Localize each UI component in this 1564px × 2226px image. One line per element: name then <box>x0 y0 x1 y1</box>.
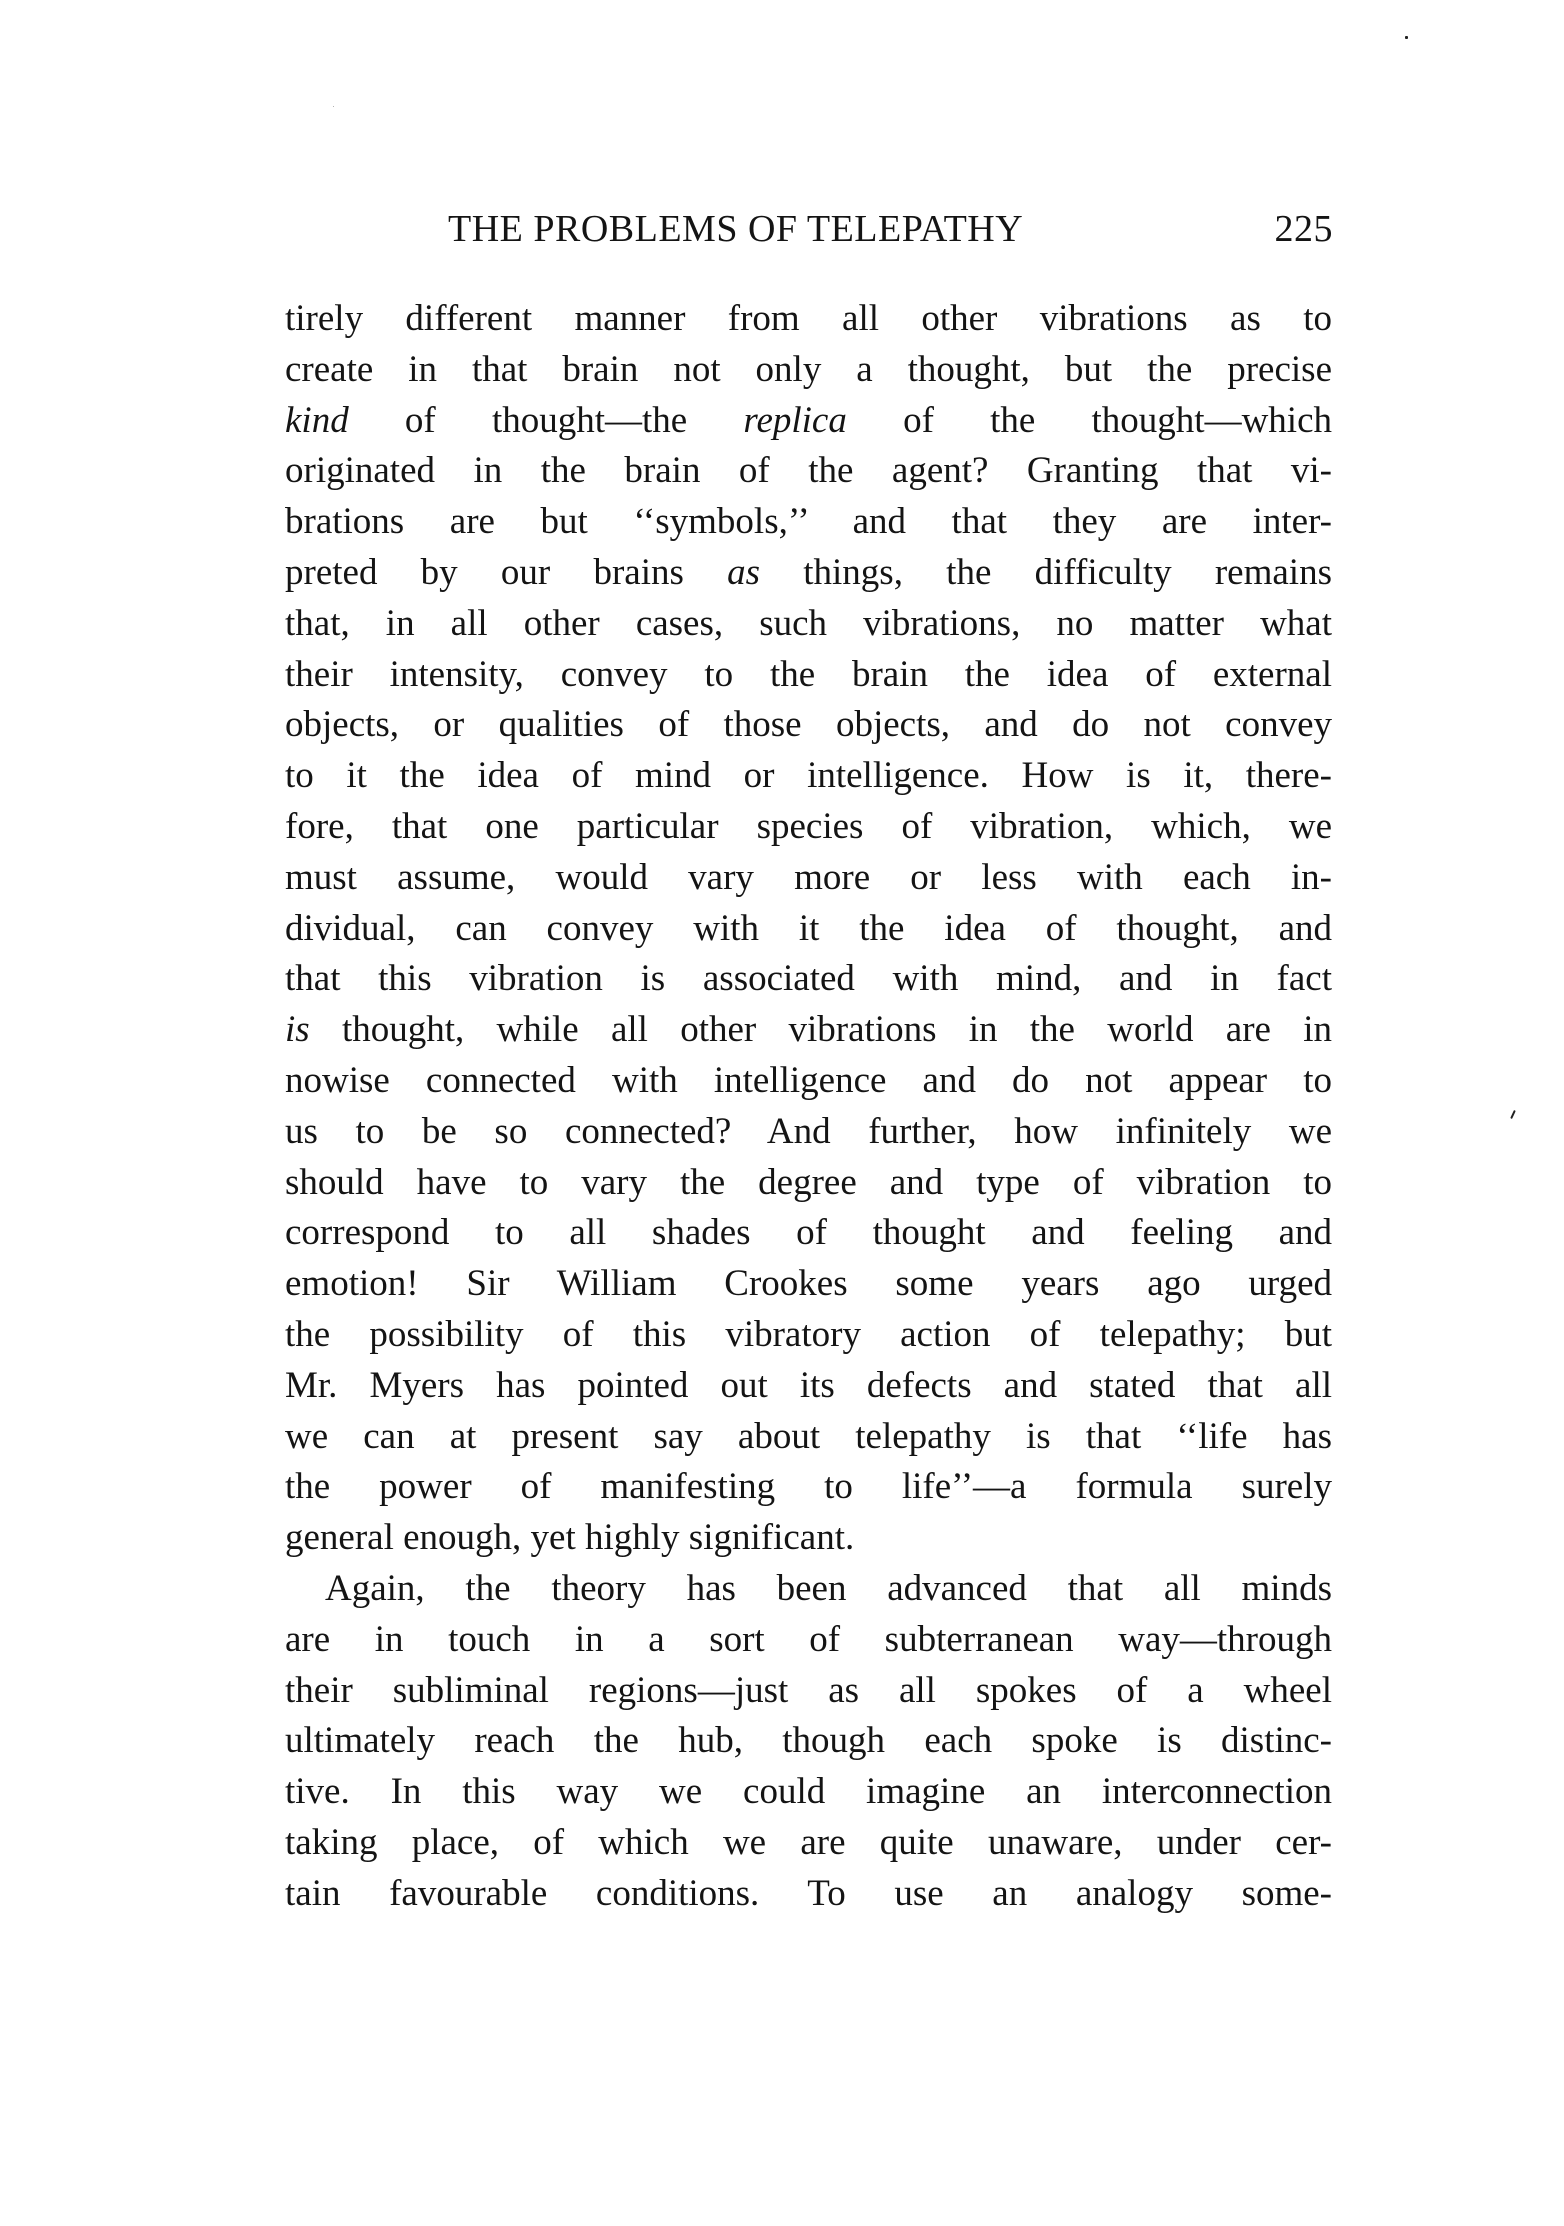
text-run: objects, or qualities of those objects, and do not convey <box>285 704 1332 746</box>
text-run: must assume, would vary more or less with each in- <box>285 856 1332 898</box>
text-run: things, the difficulty remains <box>760 551 1332 593</box>
text-line <box>285 1462 1332 1513</box>
text-line <box>285 802 1332 853</box>
text-run: tain favourable conditions. To use an analogy some- <box>285 1872 1332 1914</box>
italic-emphasis: replica <box>743 399 847 441</box>
text-run: emotion! Sir William Crookes some years ago urged <box>285 1263 1332 1305</box>
text-line <box>285 1666 1332 1717</box>
text-run: should have to vary the degree and type of vibration to <box>285 1161 1332 1203</box>
text-line <box>285 548 1332 599</box>
text-line <box>285 700 1332 751</box>
body-text <box>285 294 1332 1920</box>
paragraph <box>285 294 1332 1564</box>
text-run: dividual, can convey with it the idea of thought, and <box>285 907 1332 949</box>
text-run: general enough, yet highly significant. <box>285 1517 855 1559</box>
text-line <box>285 853 1332 904</box>
paragraph <box>285 1564 1332 1920</box>
page-number: 225 <box>1274 208 1333 250</box>
text-run: to it the idea of mind or intelligence. How is it, there- <box>285 755 1332 797</box>
text-run: their subliminal regions—just as all spokes of a wheel <box>285 1669 1332 1711</box>
scan-speck <box>333 106 334 107</box>
text-line <box>285 1513 1332 1564</box>
text-run: preted by our brains <box>285 551 728 593</box>
text-line <box>285 1869 1332 1920</box>
italic-emphasis: kind <box>285 399 349 441</box>
text-run: ultimately reach the hub, though each spoke is distinc- <box>285 1720 1332 1762</box>
text-line <box>285 1716 1332 1767</box>
text-run: that, in all other cases, such vibrations, no matter what <box>285 602 1332 644</box>
text-line <box>285 1412 1332 1463</box>
text-run: taking place, of which we are quite unaware, under cer- <box>285 1821 1332 1863</box>
text-line <box>285 1361 1332 1412</box>
text-line <box>285 1259 1332 1310</box>
text-run: that this vibration is associated with mind, and in fact <box>285 958 1332 1000</box>
text-run: create in that brain not only a thought, but the precise <box>285 348 1332 390</box>
text-run: the possibility of this vibratory action of telepathy; but <box>285 1313 1332 1355</box>
text-run: Mr. Myers has pointed out its defects and stated that all <box>285 1364 1332 1406</box>
text-line <box>285 396 1332 447</box>
text-line <box>285 954 1332 1005</box>
text-line <box>285 446 1332 497</box>
text-line <box>285 1767 1332 1818</box>
text-run: we can at present say about telepathy is that ‘‘life has <box>285 1415 1332 1457</box>
text-run: of the thought—which <box>846 399 1332 441</box>
text-run: correspond to all shades of thought and feeling and <box>285 1212 1332 1254</box>
text-run: tive. In this way we could imagine an interconnection <box>285 1771 1332 1813</box>
text-run: nowise connected with intelligence and do not appear to <box>285 1059 1332 1101</box>
text-run: us to be so connected? And further, how infinitely we <box>285 1110 1332 1152</box>
text-run: tirely different manner from all other vibrations as to <box>285 298 1332 339</box>
text-line <box>285 1615 1332 1666</box>
text-line <box>285 904 1332 955</box>
text-line <box>285 1310 1332 1361</box>
scan-speck <box>1510 1110 1516 1119</box>
text-run: originated in the brain of the agent? Granting that vi- <box>285 450 1332 492</box>
italic-emphasis: is <box>285 1009 310 1051</box>
text-line <box>285 1107 1332 1158</box>
text-line <box>285 751 1332 802</box>
text-line <box>285 1158 1332 1209</box>
text-run: are in touch in a sort of subterranean way—through <box>285 1618 1332 1660</box>
running-title: THE PROBLEMS OF TELEPATHY <box>448 208 1024 250</box>
text-line <box>285 1818 1332 1869</box>
text-line <box>285 1005 1332 1056</box>
text-line <box>285 650 1332 701</box>
text-line <box>285 294 1332 345</box>
text-line <box>285 497 1332 548</box>
text-line <box>285 345 1332 396</box>
text-run: fore, that one particular species of vibration, which, we <box>285 805 1332 847</box>
text-line <box>285 1208 1332 1259</box>
text-run: of thought—the <box>348 399 744 441</box>
italic-emphasis: as <box>727 551 761 593</box>
text-line <box>285 1564 1332 1615</box>
text-run: brations are but ‘‘symbols,’’ and that they are inter- <box>285 501 1332 543</box>
text-run: the power of manifesting to life’’—a formula surely <box>285 1466 1332 1508</box>
text-line <box>285 599 1332 650</box>
text-line <box>285 1056 1332 1107</box>
text-run: thought, while all other vibrations in the world are in <box>309 1009 1332 1051</box>
scan-speck <box>1405 36 1408 39</box>
text-run: their intensity, convey to the brain the idea of external <box>285 653 1332 695</box>
running-head <box>448 207 1333 253</box>
text-run: Again, the theory has been advanced that all minds <box>325 1567 1332 1609</box>
